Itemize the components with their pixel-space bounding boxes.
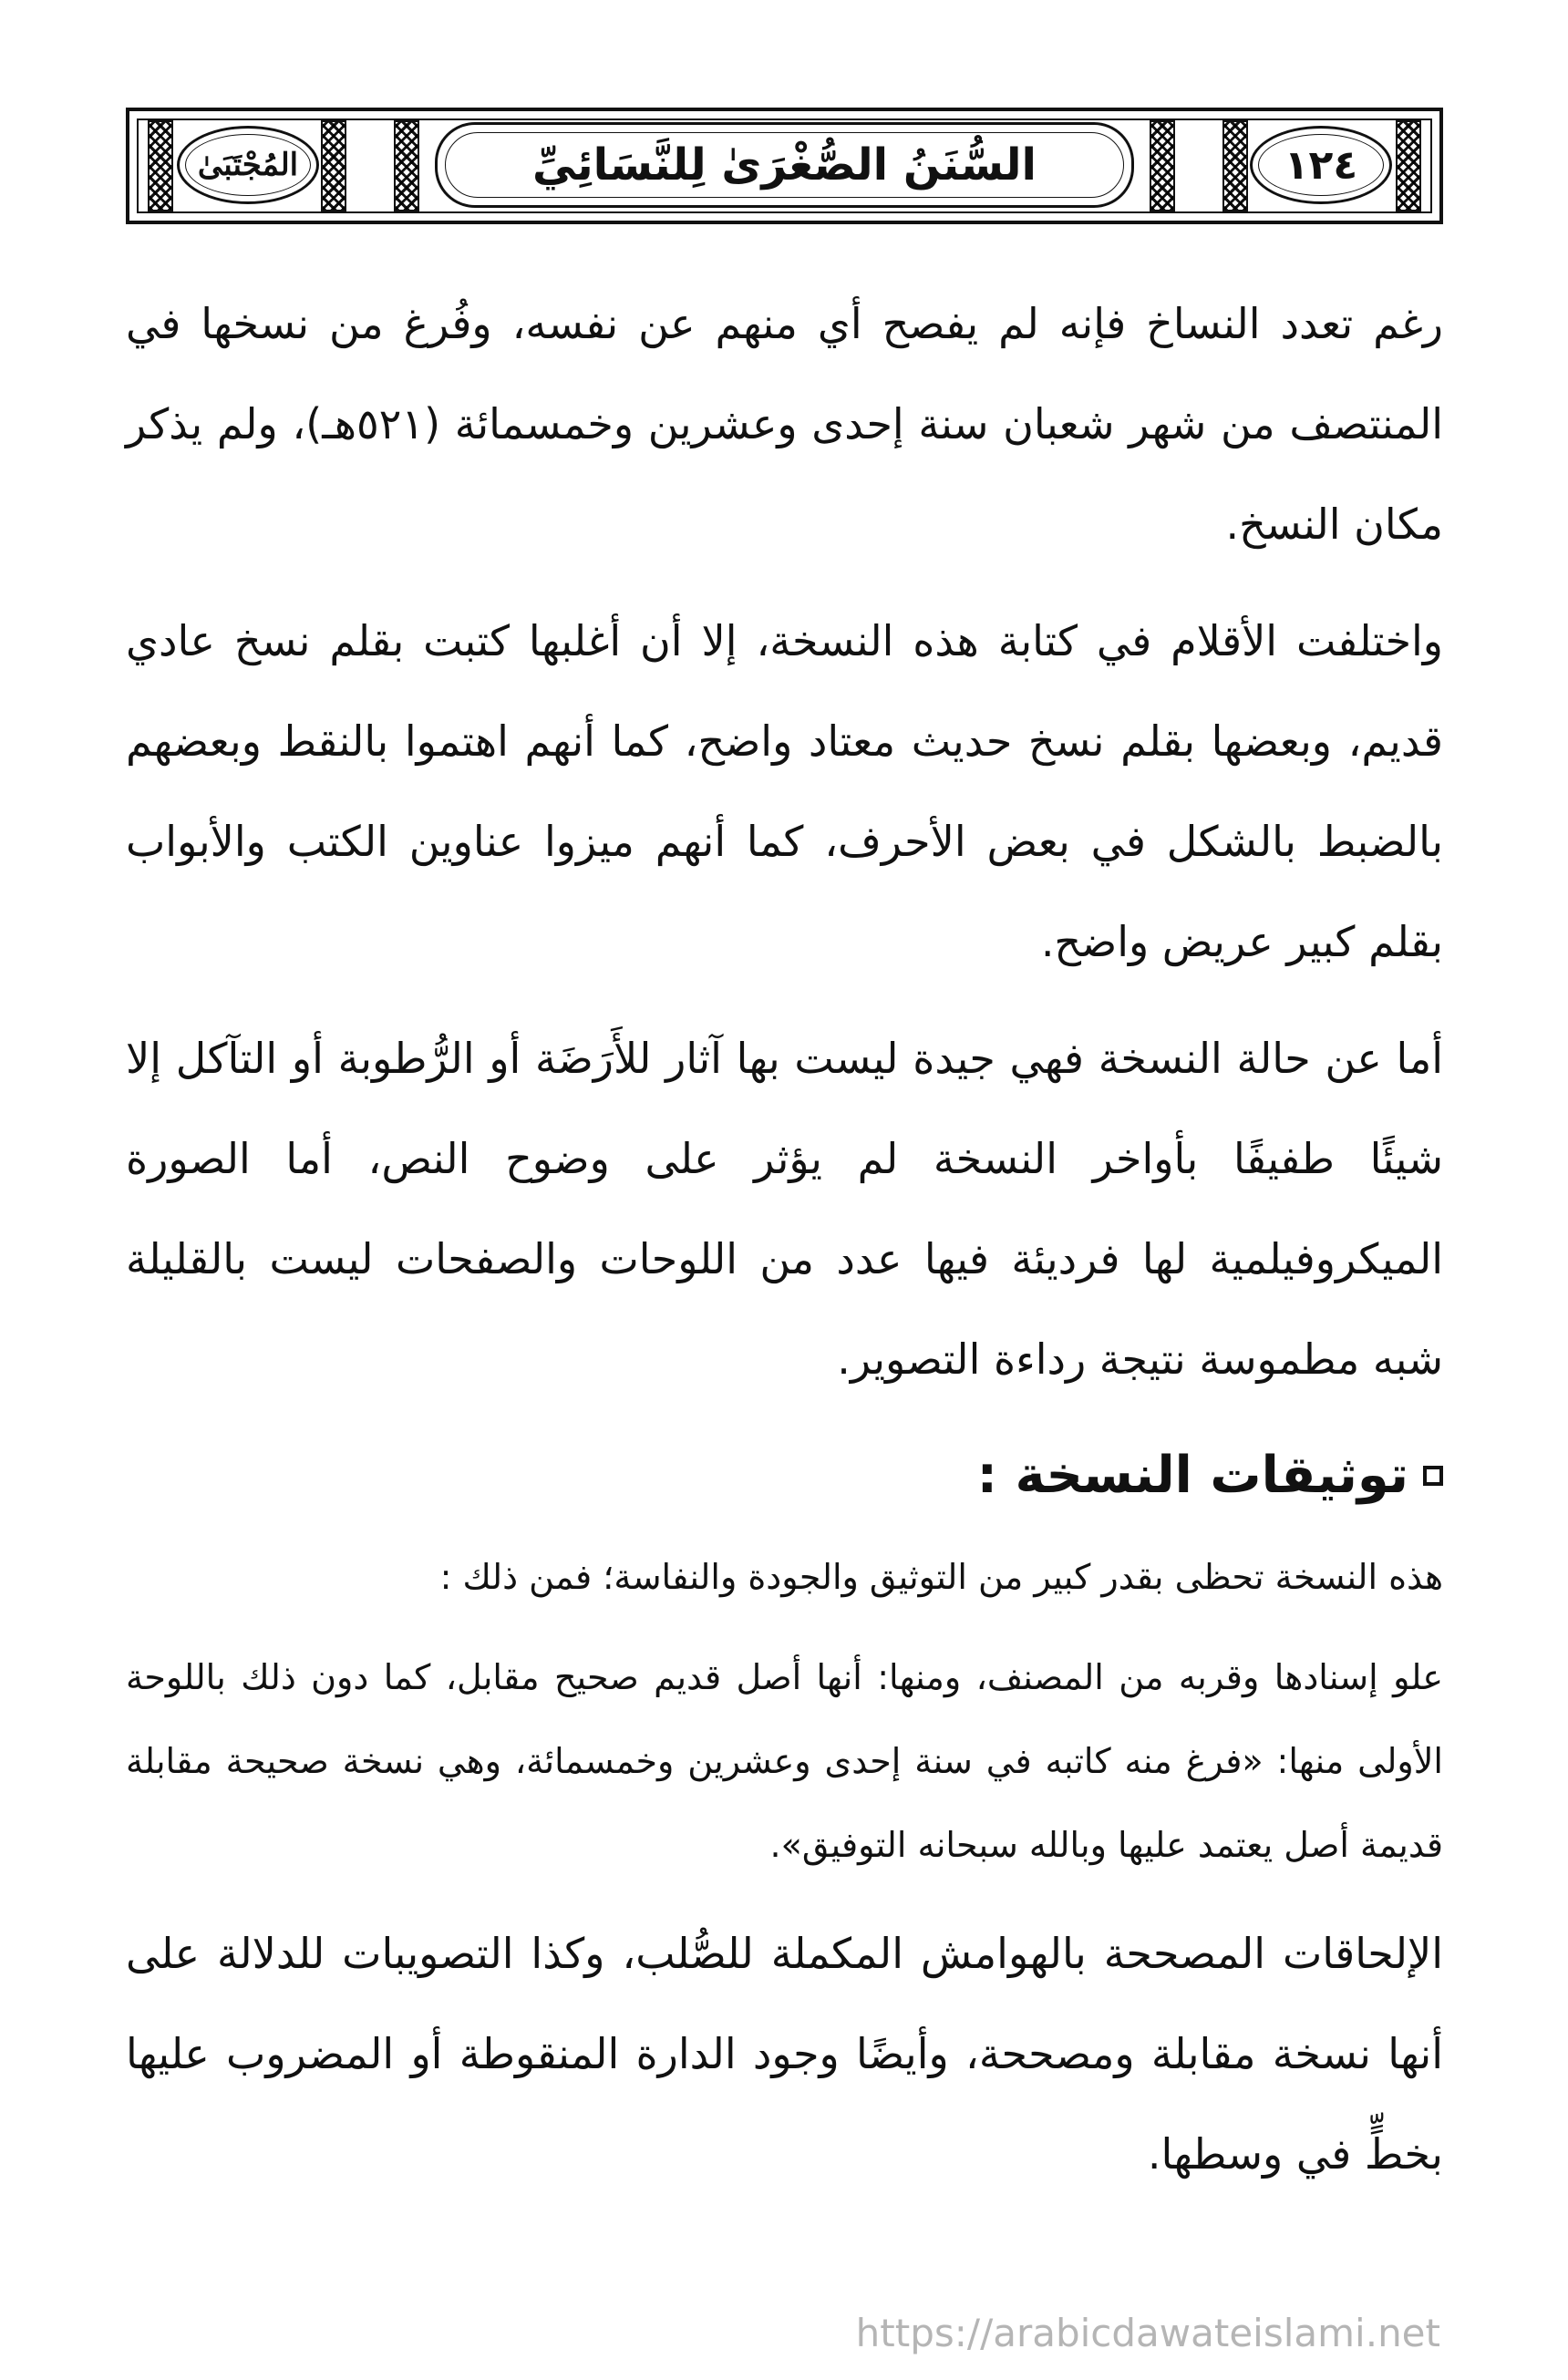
page-number: ١٢٤ bbox=[1284, 141, 1358, 189]
paragraph-isnad: علو إسنادها وقربه من المصنف، ومنها: أنها أصل قديم صحيح مقابل، كما دون ذلك باللوحة الأولى منها: «فرغ منه كاتبه في سنة إحدى وعشرين وخمسمائة، وهي نسخة صحيحة مقابلة قديمة أصل يعتمد عليها وبالله سبحانه التوفيق». bbox=[126, 1657, 1443, 1865]
page-title: السُّنَنُ الصُّغْرَىٰ لِلنَّسَائِيِّ bbox=[532, 139, 1037, 191]
book-emblem-medallion bbox=[177, 126, 319, 204]
paragraph-intro: هذه النسخة تحظى بقدر كبير من التوثيق والجودة والنفاسة؛ فمن ذلك : bbox=[439, 1557, 1443, 1597]
paragraph-pens: واختلفت الأقلام في كتابة هذه النسخة، إلا أن أغلبها كتبت بقلم نسخ عادي قديم، وبعضها بقلم نسخ حديث معتاد واضح، كما أنهم اهتموا بالنقط وبعضهم بالضبط بالشكل في بعض الأحرف، كما أنهم ميزوا عناوين الكتب والأبواب بقلم كبير عريض واضح. bbox=[126, 616, 1443, 966]
ornament-band-right bbox=[1396, 120, 1421, 211]
paragraph-corrections: الإلحاقات المصححة بالهوامش المكملة للصُّلب، وكذا التصويبات للدلالة على أنها نسخة مقابلة ومصححة، وأيضًا وجود الدارة المنقوطة أو المضروب عليها بخطٍّ في وسطها. bbox=[126, 1929, 1443, 2179]
section-heading bbox=[126, 1426, 1443, 1526]
ornament-band-left-inner-2 bbox=[394, 120, 419, 211]
page-body bbox=[126, 273, 1443, 2220]
watermark-url: https://arabicdawateislami.net bbox=[855, 2311, 1440, 2355]
book-emblem: المُجْتَبَىٰ bbox=[197, 147, 299, 183]
ornament-band-left-inner bbox=[321, 120, 346, 211]
paragraph-copyists: رغم تعدد النساخ فإنه لم يفصح أي منهم عن نفسه، وفُرغ من نسخها في المنتصف من شهر شعبان سنة إحدى وعشرين وخمسمائة (٥٢١هـ)، ولم يذكر مكان النسخ. bbox=[126, 299, 1443, 549]
page-number-medallion bbox=[1250, 126, 1392, 204]
section-heading-text: توثيقات النسخة : bbox=[976, 1446, 1408, 1505]
ornament-band-right-inner bbox=[1222, 120, 1248, 211]
ornament-band-right-inner-2 bbox=[1150, 120, 1175, 211]
square-bullet-icon bbox=[1423, 1466, 1443, 1486]
paragraph-condition: أما عن حالة النسخة فهي جيدة ليست بها آثار للأَرَضَة أو الرُّطوبة أو التآكل إلا شيئًا طفيفًا بأواخر النسخة لم يؤثر على وضوح النص، أما الصورة الميكروفيلمية لها فرديئة فيها عدد من اللوحات والصفحات ليست بالقليلة شبه مطموسة نتيجة رداءة التصوير. bbox=[126, 1034, 1443, 1384]
page-header bbox=[126, 108, 1443, 224]
ornament-band-left bbox=[148, 120, 173, 211]
title-cartouche bbox=[435, 122, 1134, 208]
